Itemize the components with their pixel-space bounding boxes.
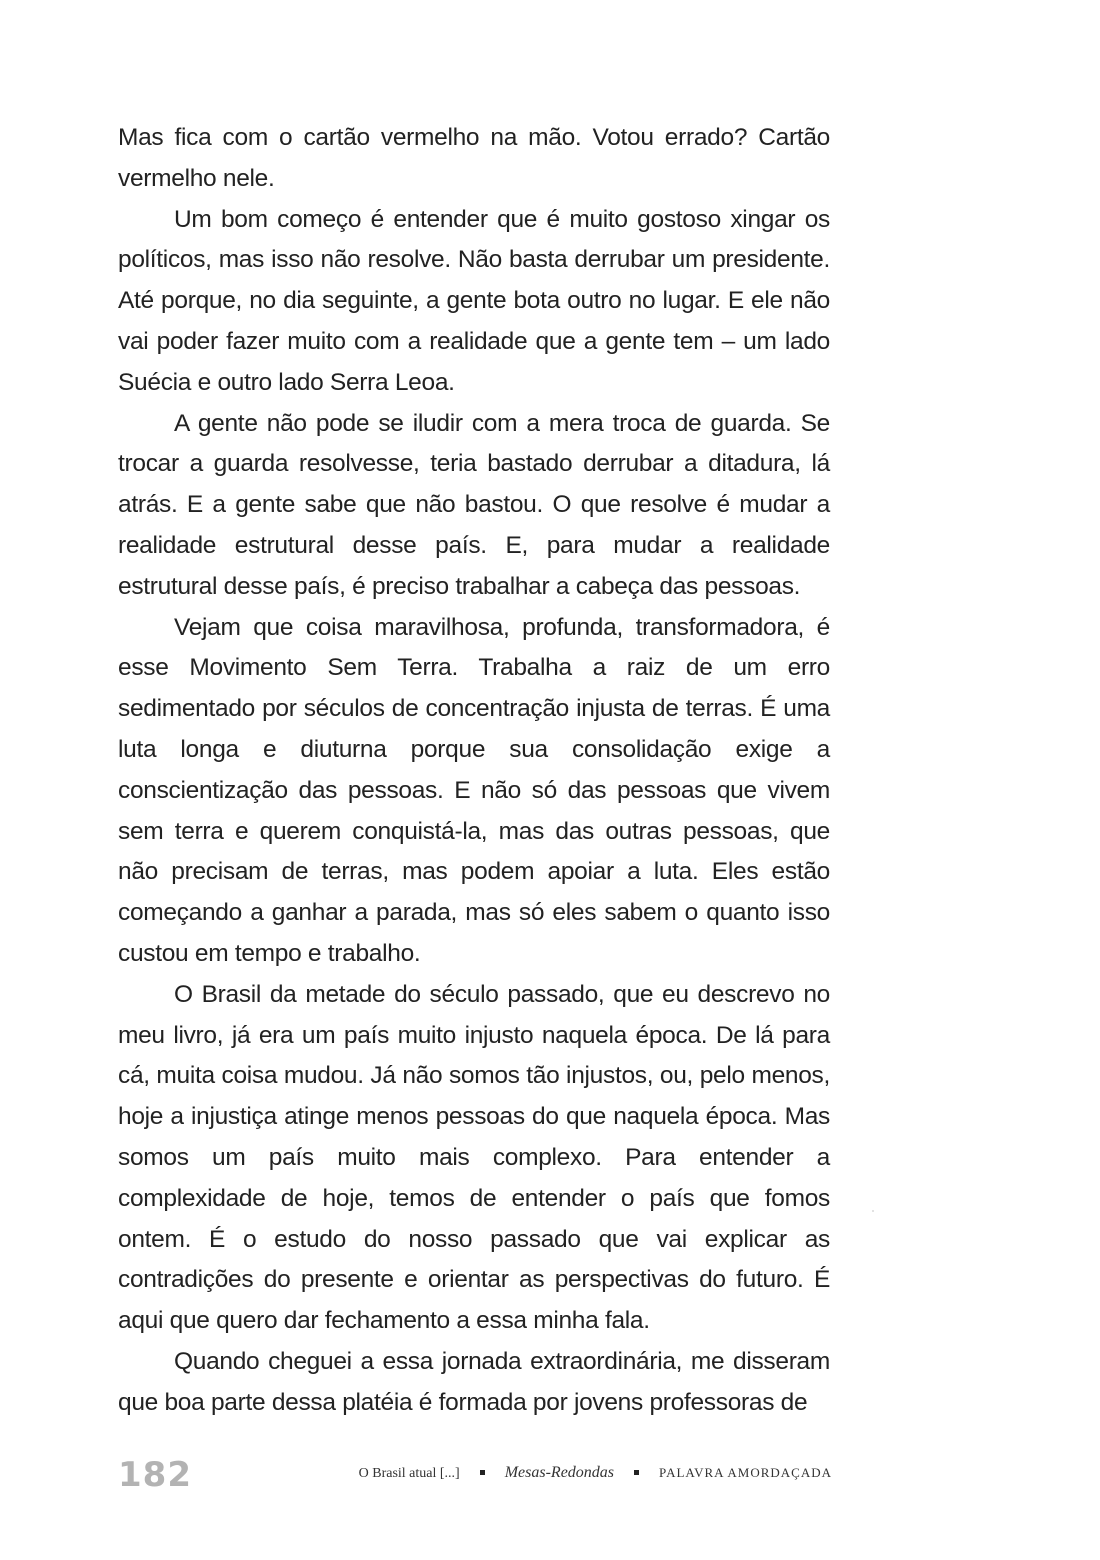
paragraph: Vejam que coisa maravilhosa, profunda, transformadora, é esse Movimento Sem Terra. Trabalha a raiz de um erro sedimentado por séculos de concentração injusta de terras. É uma luta longa e diuturna porque sua consolidação exige a conscientização das pessoas. E não só das pessoas que vivem sem terra e querem conquistá-la, mas das outras pessoas, que não precisam de terras, mas podem apoiar a luta. Eles estão começando a ganhar a parada, mas só eles sabem o quanto isso custou em tempo e trabalho. [118,613,830,967]
paragraph: A gente não pode se iludir com a mera troca de guarda. Se trocar a guarda resolvesse, teria bastado derrubar a ditadura, lá atrás. E a gente sabe que não bastou. O que resolve é mudar a realidade estrutural desse país. E, para mudar a realidade estrutural desse país, é preciso trabalhar a cabeça das pessoas. [118,409,830,600]
bullet-separator-icon [480,1470,485,1475]
paragraph: Quando cheguei a essa jornada extraordinária, me disseram que boa parte dessa platéia é formada por jovens professoras de [118,1347,830,1416]
paragraph: Mas fica com o cartão vermelho na mão. Votou errado? Cartão vermelho nele. [118,124,830,192]
paper-speck [872,1210,874,1212]
paragraph: Um bom começo é entender que é muito gostoso xingar os políticos, mas isso não resolve. Não basta derrubar um presidente. Até porque, no dia seguinte, a gente bota outro no lugar. E ele não vai poder fazer muito com a realidade que a gente tem – um lado Suécia e outro lado Serra Leoa. [118,205,830,396]
running-head-chapter: O Brasil atual [...] [358,1466,460,1481]
paragraph: O Brasil da metade do século passado, que eu descrevo no meu livro, já era um país muito injusto naquela época. De lá para cá, muita coisa mudou. Já não somos tão injustos, ou, pelo menos, hoje a injustiça atinge menos pessoas do que naquela época. Mas somos um país muito mais complexo. Para entender a complexidade de hoje, temos de entender o país que fomos ontem. É o estudo do nosso passado que vai explicar as contradições do presente e orientar as perspectivas do futuro. É aqui que quero dar fechamento a essa minha fala. [118,980,830,1335]
running-head-book-title: PALAVRA AMORDAÇADA [659,1465,832,1480]
page-number: 182 [118,1455,192,1495]
body-text [118,118,830,1424]
running-head-section: Mesas-Redondas [504,1464,615,1481]
bullet-separator-icon [634,1470,639,1475]
page-footer [118,1455,832,1495]
running-head [359,1463,832,1484]
